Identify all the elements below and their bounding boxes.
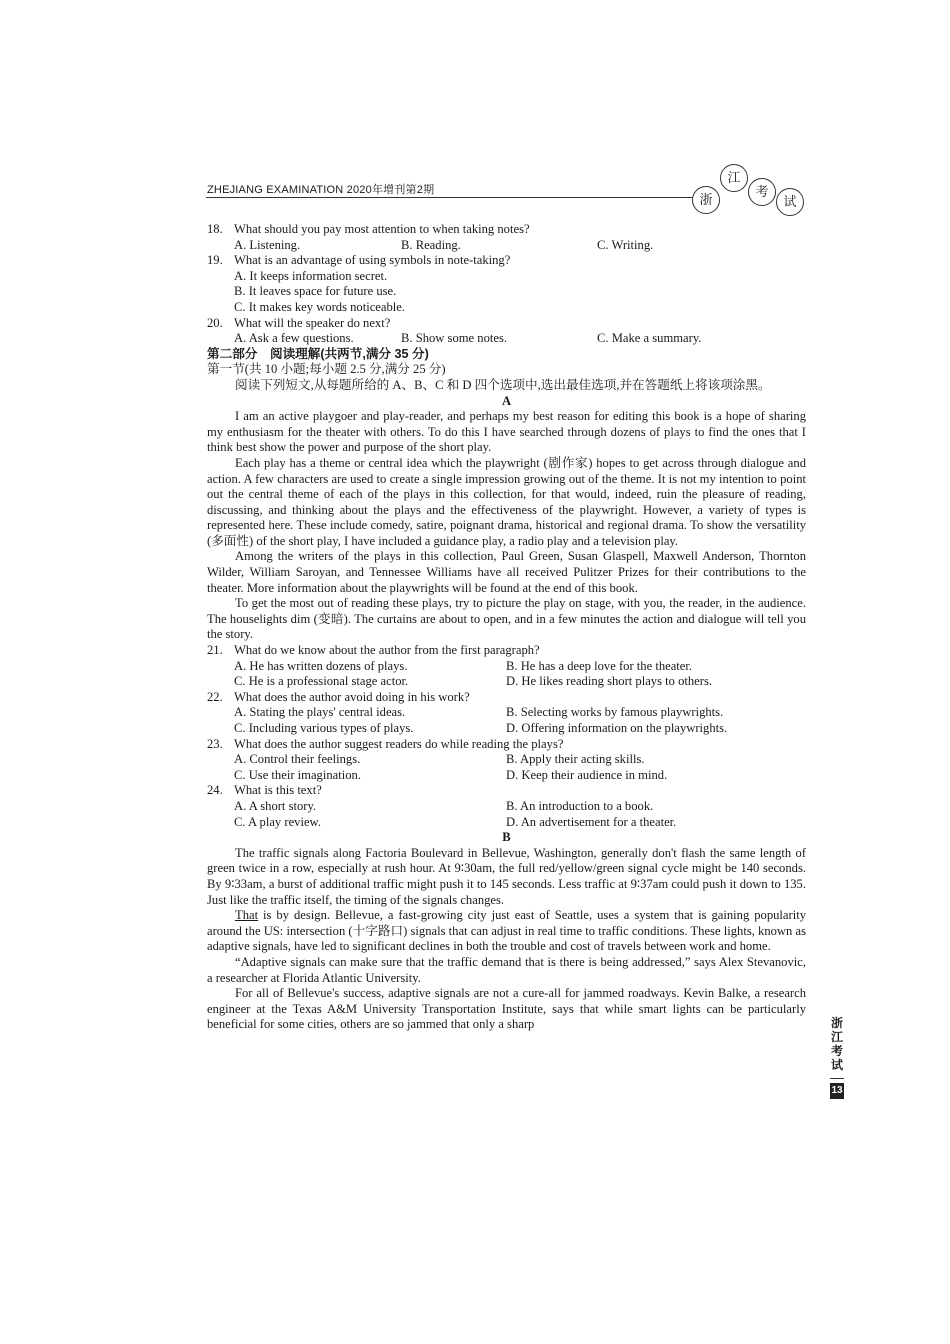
logo-char: 浙 [692, 186, 720, 214]
magazine-logo [690, 164, 808, 216]
logo-char: 考 [748, 178, 776, 206]
option: A. He has written dozens of plays. [234, 658, 408, 673]
question-23 [207, 737, 806, 784]
option: B. Show some notes. [401, 331, 508, 346]
option: B. He has a deep love for the theater. [506, 658, 693, 673]
option: C. Including various types of plays. [234, 721, 414, 735]
section-title: 第一节(共 10 小题;每小题 2.5 分,满分 25 分) [207, 362, 446, 377]
question-20 [207, 316, 806, 347]
option: C. A play review. [234, 814, 321, 829]
option: B. Apply their acting skills. [506, 752, 645, 767]
option: B. An introduction to a book. [506, 798, 654, 813]
option: A. Listening. [234, 237, 301, 252]
option: A. It keeps information secret. [234, 268, 388, 283]
question-text: What do we know about the author from the first paragraph? [234, 643, 540, 658]
passage-paragraph [207, 908, 806, 955]
question-text: What should you pay most attention to when taking notes? [234, 222, 530, 236]
question-text: What does the author suggest readers do while reading the plays? [234, 736, 564, 751]
passage-paragraph: Among the writers of the plays in this collection, Paul Green, Susan Glaspell, Maxwell Anderson, Thornton Wilder, William Saroyan, and Tennessee Williams have all received Pulitzer Prizes for their contributions to the theater. More information about the playwrights will be found at the end of this book. [207, 549, 806, 595]
option: A. Stating the plays' central ideas. [234, 705, 406, 720]
logo-char: 试 [776, 188, 804, 216]
option: A. Control their feelings. [234, 752, 361, 767]
option: C. Writing. [597, 237, 654, 252]
option: D. Offering information on the playwrights. [506, 721, 728, 735]
option: B. Reading. [401, 237, 461, 252]
question-24 [207, 783, 806, 830]
header-rule [206, 197, 702, 198]
question-text: What is an advantage of using symbols in note-taking? [234, 253, 511, 268]
passage-paragraph: “Adaptive signals can make sure that the traffic demand that is there is being addressed,” says Alex Stevanovic, a researcher at Florida Atlantic University. [207, 954, 806, 985]
question-text: What does the author avoid doing in his work? [234, 689, 470, 704]
question-18 [207, 222, 806, 253]
passage-label: B [502, 830, 511, 845]
option: D. He likes reading short plays to others. [506, 674, 713, 689]
question-number: 18. [207, 222, 223, 236]
paragraph-text: is by design. Bellevue, a fast-growing city just east of Seattle, uses a system that is gaining popularity around the US: intersection (十字路口) signals that can adjust in real time to traffic conditions. These lights, known as adaptive signals, have led to significant declines in both the trouble and cost of travels between work and home. [207, 908, 806, 954]
question-22 [207, 690, 806, 737]
option: A. A short story. [234, 798, 317, 813]
option: A. Ask a few questions. [234, 331, 354, 346]
option: C. Make a summary. [597, 331, 702, 346]
question-number: 21. [207, 643, 223, 658]
option: B. Selecting works by famous playwrights. [506, 705, 724, 720]
option: D. Keep their audience in mind. [506, 767, 668, 782]
option: D. An advertisement for a theater. [506, 814, 677, 829]
part-title: 第二部分 阅读理解(共两节,满分 35 分) [207, 346, 429, 361]
question-21 [207, 643, 806, 690]
side-tab-label: 浙江考试 [830, 1016, 843, 1072]
question-number: 24. [207, 783, 223, 798]
passage-paragraph: I am an active playgoer and play-reader, and perhaps my best reason for editing this book is a hope of sharing my enthusiasm for the theater with others. To do this I have searched through dozens of plays to find the ones that I think best show the power and purpose of the short play. [207, 409, 806, 455]
question-number: 23. [207, 736, 223, 751]
side-tab-rule [830, 1078, 844, 1079]
passage-paragraph: The traffic signals along Factoria Boulevard in Bellevue, Washington, generally don't flash the same length of green twice in a row, especially at rush hour. At 9∶30am, the full red/yellow/green signal cycle might be 140 seconds. By 9∶33am, a burst of additional traffic might push it to 145 seconds. Less traffic at 9∶37am could push it down to 135. Just like the traffic itself, the timing of the signals changes. [207, 845, 806, 907]
option: C. It makes key words noticeable. [234, 299, 406, 314]
page-number: 13 [830, 1083, 844, 1099]
instruction: 阅读下列短文,从每题所给的 A、B、C 和 D 四个选项中,选出最佳选项,并在答题纸上将该项涂黑。 [235, 377, 771, 392]
passage-paragraph: For all of Bellevue's success, adaptive signals are not a cure-all for jammed roadways. Kevin Balke, a research engineer at the Texas A&M University Transportation Institute, says that while smart lights can be particularly beneficial for some cities, others are so jammed that only a sharp [207, 986, 806, 1032]
underlined-word: That [235, 908, 259, 923]
passage-paragraph: To get the most out of reading these plays, try to picture the play on stage, with you, the reader, in the audience. The houselights dim (变暗). The curtains are about to open, and in a few minutes the action and dialogue will tell you the story. [207, 596, 806, 642]
question-number: 22. [207, 689, 223, 704]
running-header: ZHEJIANG EXAMINATION 2020年增刊第2期 [207, 184, 435, 196]
question-number: 19. [207, 253, 223, 268]
passage-paragraph: Each play has a theme or central idea which the playwright (剧作家) hopes to get across through dialogue and action. A few characters are used to create a single impression growing out of the theme. It is not my intention to point out the central theme of each of the plays in this collection, for that would, indeed, ruin the pleasure of reading, discussing, and thinking about the plays and the effectiveness of the playwright. However, a variety of types is represented here. These include comedy, satire, poignant drama, historical and regional drama. To show the versatility (多面性) of the short play, I have included a guidance play, a radio play and a television play. [207, 455, 806, 548]
option: C. He is a professional stage actor. [234, 674, 409, 689]
question-19 [207, 253, 806, 315]
question-text: What will the speaker do next? [234, 315, 391, 330]
question-text: What is this text? [234, 783, 322, 798]
option: B. It leaves space for future use. [234, 284, 397, 299]
page-content [207, 222, 806, 1033]
option: C. Use their imagination. [234, 767, 361, 782]
logo-char: 江 [720, 164, 748, 192]
question-number: 20. [207, 315, 223, 330]
passage-label: A [501, 393, 512, 408]
